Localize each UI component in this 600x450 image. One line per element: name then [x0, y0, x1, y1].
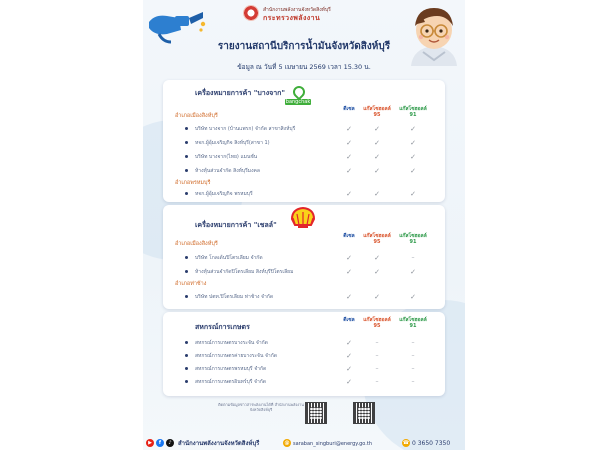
- cell-diesel: ✓: [346, 365, 352, 373]
- table-row: [163, 337, 445, 349]
- page-title: รายงานสถานีบริการน้ำมันจังหวัดสิงห์บุรี: [217, 41, 391, 52]
- table-row: [163, 291, 445, 303]
- page-subtitle: ข้อมูล ณ วันที่ 5 เมษายน 2569 เวลา 15.30 น.: [237, 63, 371, 71]
- coop-card: [163, 312, 445, 396]
- cell-g91: ✓: [410, 125, 416, 133]
- table-row: [163, 266, 445, 278]
- section-label: อำเภอท่าช้าง: [175, 281, 207, 287]
- cell-g95: –: [375, 339, 379, 346]
- bullet-icon: [185, 141, 188, 144]
- cell-diesel: ✓: [346, 167, 352, 175]
- cell-g91: ✓: [410, 153, 416, 161]
- cell-diesel: ✓: [346, 378, 352, 386]
- station-name: ห้างหุ้นส่วนจำกัด สิงห์บุรีมงคล: [195, 168, 260, 174]
- bullet-icon: [185, 155, 188, 158]
- footer-note: ติดตามข้อมูลข่าวสารพลังงานได้ที่ สำนักงานพลังงานจังหวัดสิงห์บุรี: [218, 402, 304, 412]
- section-label: อำเภอพรหมบุรี: [175, 180, 211, 186]
- bangchak-leaf-icon: [291, 84, 308, 101]
- youtube-icon[interactable]: ▶: [146, 439, 154, 447]
- cell-g95: ✓: [374, 153, 380, 161]
- table-row: [163, 350, 445, 362]
- col-head-g91: แก๊สโซฮอลล์ 91: [399, 233, 427, 245]
- cell-g95: –: [375, 352, 379, 359]
- station-name: สหกรณ์การเกษตรค่ายบางระจัน จำกัด: [195, 353, 278, 359]
- poster: [143, 0, 465, 450]
- station-name: บริษัท โกลเด้นปิโตรเลียม จำกัด: [195, 255, 263, 261]
- station-name: สหกรณ์การเกษตรบางระจัน จำกัด: [195, 340, 268, 346]
- cell-g91: ✓: [410, 268, 416, 276]
- mascot-boy-icon: [403, 2, 465, 66]
- col-head-g91: แก๊สโซฮอลล์ 91: [399, 317, 427, 329]
- bullet-icon: [185, 127, 188, 130]
- station-name: สหกรณ์การเกษตรอินทร์บุรี จำกัด: [195, 379, 267, 385]
- table-row: [163, 252, 445, 264]
- email-icon: @: [284, 440, 290, 446]
- bullet-icon: [185, 256, 188, 259]
- cell-g91: –: [411, 352, 415, 359]
- cell-g91: –: [411, 254, 415, 261]
- cell-diesel: ✓: [346, 352, 352, 360]
- table-row: [163, 151, 445, 163]
- cell-g95: –: [375, 365, 379, 372]
- bullet-icon: [185, 192, 188, 195]
- bullet-icon: [185, 295, 188, 298]
- bullet-icon: [185, 367, 188, 370]
- table-row: [163, 165, 445, 177]
- footer-email[interactable]: saraban_singburi@energy.go.th: [293, 441, 372, 447]
- tiktok-icon[interactable]: ♪: [166, 439, 174, 447]
- bullet-icon: [185, 354, 188, 357]
- cell-g91: ✓: [410, 190, 416, 198]
- col-head-g95: แก๊สโซฮอลล์ 95: [363, 233, 391, 245]
- station-name: ห้างหุ้นส่วนจำกัดปิโตรเลียม สิงห์บุรีปิโตรเลียม: [195, 269, 294, 275]
- table-row: [163, 363, 445, 375]
- table-row: [163, 188, 445, 200]
- station-name: หจก.ผู้อุ้มเจริญกิจ สิงห์บุรี(สาขา 1): [195, 140, 270, 146]
- cell-g91: –: [411, 339, 415, 346]
- col-head-diesel: ดีเซล: [343, 233, 355, 239]
- org-name-line1: สำนักงานพลังงานจังหวัดสิงห์บุรี: [263, 7, 331, 13]
- station-name: บริษัท บางจาก (บ้านแพรก) จำกัด สาขาสิงห์บุรี: [195, 126, 296, 132]
- cell-g95: ✓: [374, 139, 380, 147]
- station-name: สหกรณ์การเกษตรพรหมบุรี จำกัด: [195, 366, 267, 372]
- ministry-seal-icon: [243, 5, 259, 21]
- section-label: อำเภอเมืองสิงห์บุรี: [175, 241, 218, 247]
- shell-title: เครื่องหมายการค้า "เชลล์": [195, 221, 277, 229]
- cell-g95: ✓: [374, 167, 380, 175]
- bullet-icon: [185, 169, 188, 172]
- cell-diesel: ✓: [346, 254, 352, 262]
- cell-g91: ✓: [410, 139, 416, 147]
- table-row: [163, 137, 445, 149]
- cell-g91: –: [411, 365, 415, 372]
- cell-diesel: ✓: [346, 293, 352, 301]
- cell-diesel: ✓: [346, 339, 352, 347]
- cell-g91: ✓: [410, 167, 416, 175]
- col-head-diesel: ดีเซล: [343, 106, 355, 112]
- cell-g95: ✓: [374, 254, 380, 262]
- station-name: บริษัท บางจาก(ไทย) แมนชั่น: [195, 154, 258, 160]
- station-name: หจก.ผู้อุ้มเจริญกิจ พรหมบุรี: [195, 191, 253, 197]
- col-head-g91: แก๊สโซฮอลล์ 91: [399, 106, 427, 118]
- footer-phone[interactable]: 0 3650 7350: [412, 440, 451, 447]
- coop-title: สหกรณ์การเกษตร: [195, 323, 250, 331]
- bullet-icon: [185, 380, 188, 383]
- bullet-icon: [185, 270, 188, 273]
- table-row: [163, 376, 445, 388]
- bullet-icon: [185, 341, 188, 344]
- col-head-diesel: ดีเซล: [343, 317, 355, 323]
- section-label: อำเภอเมืองสิงห์บุรี: [175, 113, 218, 119]
- facebook-icon[interactable]: f: [156, 439, 164, 447]
- phone-icon: ☎: [402, 440, 410, 446]
- cell-g95: ✓: [374, 190, 380, 198]
- cell-diesel: ✓: [346, 139, 352, 147]
- shell-card: [163, 205, 445, 309]
- cell-g95: ✓: [374, 293, 380, 301]
- shell-logo-icon: [290, 207, 316, 229]
- cell-g91: ✓: [410, 293, 416, 301]
- cell-diesel: ✓: [346, 190, 352, 198]
- bangchak-logo-text: bangchak: [285, 99, 311, 105]
- cell-g91: –: [411, 378, 415, 385]
- cell-g95: ✓: [374, 125, 380, 133]
- cell-diesel: ✓: [346, 268, 352, 276]
- col-head-g95: แก๊สโซฮอลล์ 95: [363, 106, 391, 118]
- org-name-line2: กระทรวงพลังงาน: [263, 14, 321, 22]
- cell-g95: ✓: [374, 268, 380, 276]
- bangchak-title: เครื่องหมายการค้า "บางจาก": [195, 89, 286, 97]
- qr-code-icon[interactable]: [353, 402, 375, 424]
- bangchak-card: [163, 80, 445, 202]
- bangchak-logo: [285, 86, 311, 108]
- table-row: [163, 123, 445, 135]
- qr-code-icon[interactable]: [305, 402, 327, 424]
- station-name: บริษัท ปตท.ปิโตรเลียม ท่าช้าง จำกัด: [195, 294, 274, 300]
- cell-diesel: ✓: [346, 153, 352, 161]
- cell-diesel: ✓: [346, 125, 352, 133]
- footer-org-name: สำนักงานพลังงานจังหวัดสิงห์บุรี: [178, 440, 260, 447]
- cell-g95: –: [375, 378, 379, 385]
- col-head-g95: แก๊สโซฮอลล์ 95: [363, 317, 391, 329]
